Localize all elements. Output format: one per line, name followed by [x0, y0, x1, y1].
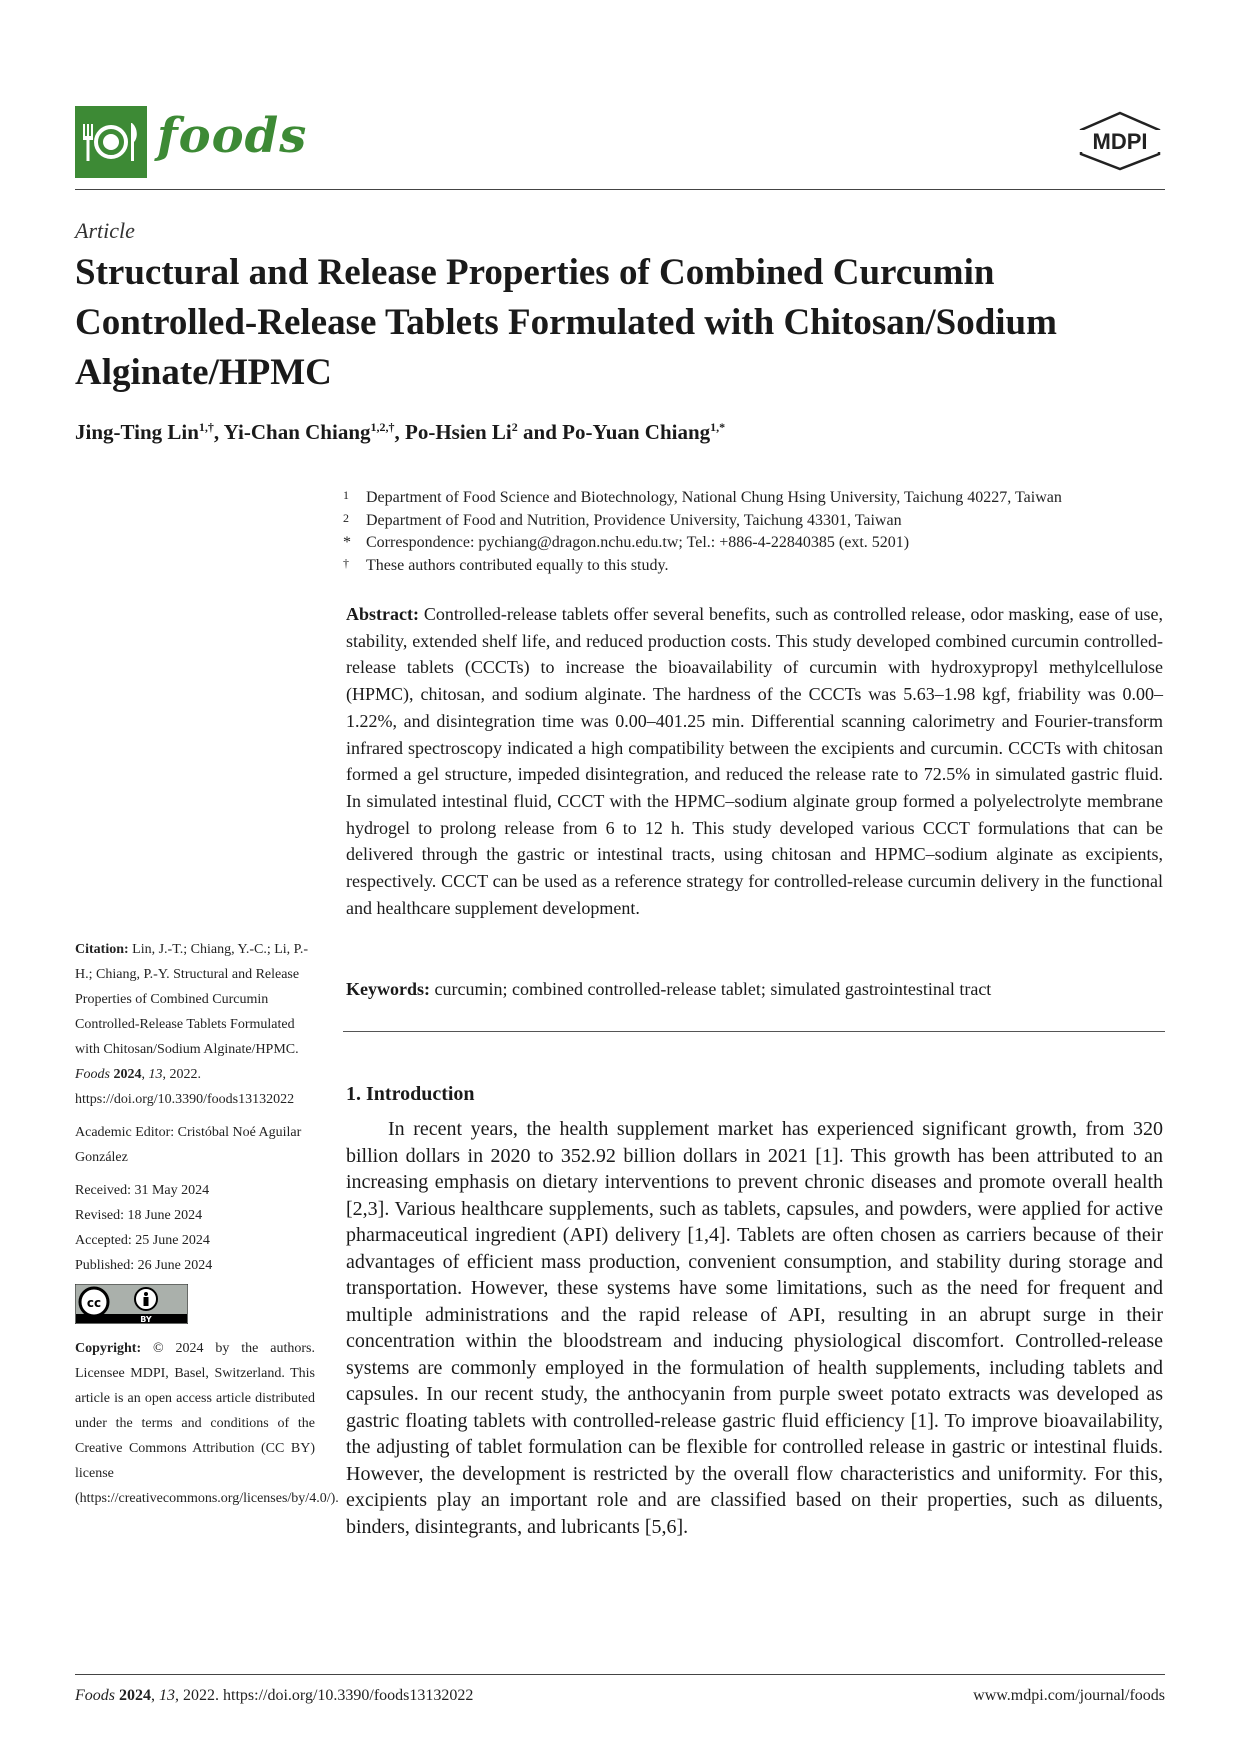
intro-paragraph: In recent years, the health supplement market has experienced significant growth, from 320 billion dollars in 2020 to 352.92 billion dollars in 2021 [1]. This growth has been attributed to an increasing emphasis on dietary interventions to prevent chronic diseases and promote overall health [2,3]. Various healthcare supplements, such as tablets, capsules, and powders, were applied for active pharmaceutical ingredient (API) delivery [1,4]. Tablets are often chosen as carriers because of their advantages of efficient mass production, convenient consumption, and stability during storage and transportation. However, these systems have some limitations, such as the need for frequent and multiple administrations and the rapid release of API, resulting in an abrupt surge in their concentration within the bloodstream and inducing physiological discomfort. Controlled-release systems are commonly employed in the formulation of health supplements, including tablets and capsules. In our recent study, the anthocyanin from purple sweet potato extracts was developed as gastric floating tablets with controlled-release gastric fluid efficiency [1]. To improve bioavailability, the adjusting of tablet formulation can be flexible for controlled release in gastric or intestinal fluids. However, the development is restricted by the overall flow characteristics and uniformity. For this, excipients play an important role and are classified based on their properties, such as diluents, binders, disintegrants, and lubricants [5,6]. [346, 1118, 1163, 1538]
svg-text:cc: cc [86, 1296, 102, 1310]
header-rule [75, 189, 1165, 190]
citation: Citation: Lin, J.-T.; Chiang, Y.-C.; Li, P.-H.; Chiang, P.-Y. Structural and Release Properties of Combined Curcumin Controlled-Release Tablets Formulated with Chitosan/Sodium Alginate/HPMC. Foods 2024, 13, 2022. https://doi.org/10.3390/foods13132022 [75, 942, 309, 1107]
author-marks: 1,† [198, 420, 214, 434]
keywords-label: Keywords: [346, 979, 430, 999]
citation-doi-link[interactable]: , 2022. https://doi.org/10.3390/foods13132022 [75, 1067, 295, 1107]
published-date: Published: 26 June 2024 [75, 1258, 213, 1273]
copyright: Copyright: © 2024 by the authors. Licensee MDPI, Basel, Switzerland. This article is an open access article distributed under the terms and conditions of the Creative Commons Attribution (CC BY) license (https://creativecommons.org/licenses/by/4.0/). [75, 1341, 339, 1506]
revised-date: Revised: 18 June 2024 [75, 1208, 203, 1223]
author-list: Jing-Ting Lin$^{1,\dagger}$, Yi-Chan Chiang$^{1,2,\dagger}$, Po-Hsien Li$^2$ and Po-Yuan Chiang$^{1,*}$ [75, 420, 726, 444]
accepted-date: Accepted: 25 June 2024 [75, 1233, 210, 1248]
academic-editor: Academic Editor: Cristóbal Noé Aguilar González [75, 1125, 302, 1165]
sidebar [75, 937, 339, 1511]
affiliation-item: 1 Department of Food Science and Biotechnology, National Chung Hsing University, Taichung 40227, Taiwan [343, 488, 1062, 506]
abstract-label: Abstract: [346, 604, 419, 624]
author-name: Po-Yuan Chiang [562, 420, 711, 444]
footer-rule [75, 1674, 1165, 1675]
footer-citation: Foods 2024, 13, 2022. https://doi.org/10.3390/foods13132022 [75, 1687, 474, 1704]
author-name: Yi-Chan Chiang [223, 420, 371, 444]
section-heading: 1. Introduction [346, 1083, 475, 1105]
copyright-label: Copyright: [75, 1341, 142, 1356]
keywords [346, 976, 1163, 1002]
cc-by-icon[interactable] [75, 1284, 188, 1324]
fork-plate-knife-icon [75, 106, 147, 178]
section-divider [343, 1031, 1165, 1032]
author-marks: 2 [511, 420, 518, 434]
cc-by-text: BY [140, 1315, 152, 1324]
author-name: Jing-Ting Lin [75, 420, 199, 444]
keywords-text: curcumin; combined controlled-release tablet; simulated gastrointestinal tract [434, 979, 992, 999]
abstract-text: Controlled-release tablets offer several benefits, such as controlled release, odor masking, ease of use, stability, extended shelf life, and reduced production costs. This study developed combined curcumin controlled-release tablets (CCCTs) to increase the bioavailability of curcumin with hydroxypropyl methylcellulose (HPMC), chitosan, and sodium alginate. The hardness of the CCCTs was 5.63–1.98 kgf, friability was 0.00–1.22%, and disintegration time was 0.00–401.25 min. Differential scanning calorimetry and Fourier-transform infrared spectroscopy indicated a high compatibility between the excipients and curcumin. CCCTs with chitosan formed a gel structure, impeded disintegration, and reduced the release rate to 72.5% in simulated gastric fluid. In simulated intestinal fluid, CCCT with the HPMC–sodium alginate group formed a polyelectrolyte membrane hydrogel to prolong release from 6 to 12 h. This study developed various CCCT formulations that can be delivered through the gastric or intestinal tracts, using chitosan and HPMC–sodium alginate as excipients, respectively. CCCT can be used as a reference strategy for controlled-release curcumin delivery in the functional and healthcare supplement development. [346, 604, 1163, 918]
footer-journal-url[interactable]: www.mdpi.com/journal/foods [973, 1687, 1165, 1704]
citation-label: Citation: [75, 942, 129, 957]
author-marks: 1,2,† [370, 420, 395, 434]
footer-doi-link[interactable]: , 2022. https://doi.org/10.3390/foods13132022 [175, 1687, 474, 1704]
mdpi-logo-text: MDPI [1092, 129, 1148, 154]
author-name: Po-Hsien Li [405, 420, 512, 444]
equal-contribution-note: † These authors contributed equally to this study. [343, 555, 669, 574]
paper-title: Structural and Release Properties of Combined Curcumin Controlled-Release Tablets Formulated with Chitosan/Sodium Alginate/HPMC [75, 252, 1057, 393]
journal-name: foods [157, 108, 308, 164]
affiliation-item: 2 Department of Food and Nutrition, Providence University, Taichung 43301, Taiwan [343, 510, 902, 529]
mdpi-logo [1075, 110, 1165, 172]
article-type: Article [75, 218, 135, 243]
received-date: Received: 31 May 2024 [75, 1183, 210, 1198]
abstract [346, 601, 1163, 921]
journal-logo [75, 106, 147, 178]
affiliations [343, 487, 1173, 577]
author-marks: 1,* [710, 420, 726, 434]
correspondence: * Correspondence: pychiang@dragon.nchu.edu.tw; Tel.: +886-4-22840385 (ext. 5201) [343, 534, 910, 551]
